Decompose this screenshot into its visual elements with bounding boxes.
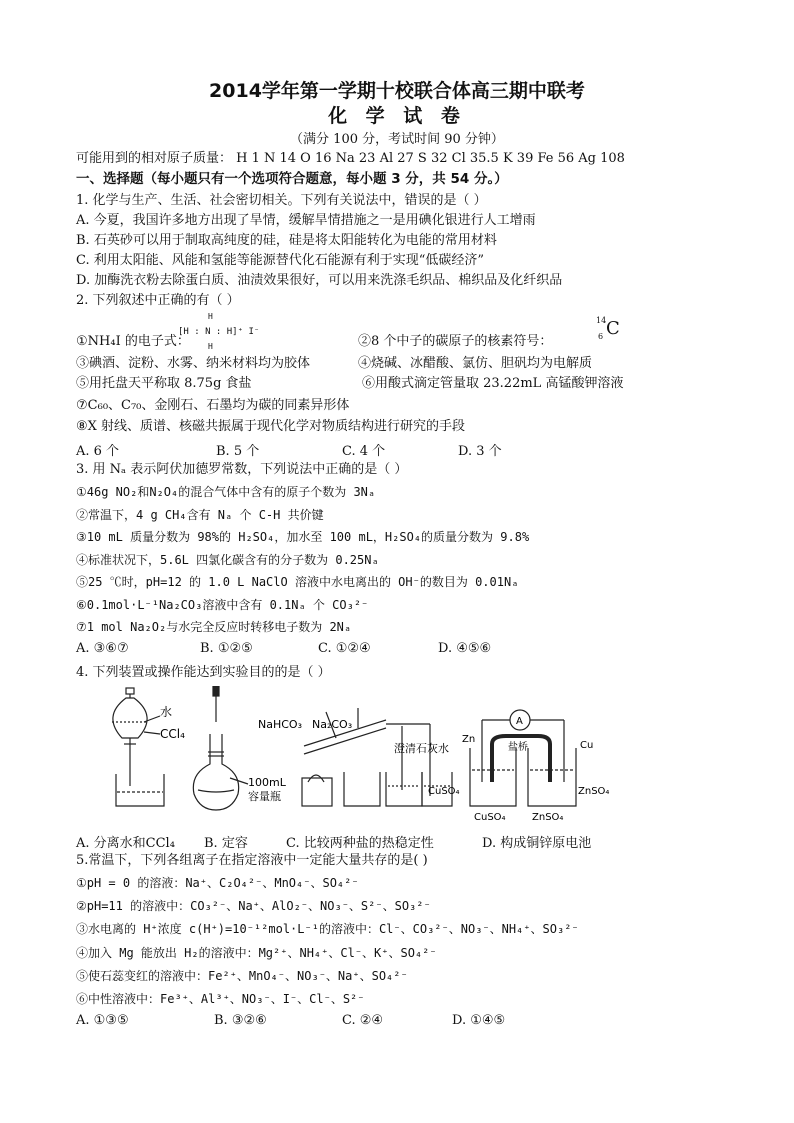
q3-statement-6: ⑥0.1mol·L⁻¹Na₂CO₃溶液中含有 0.1Nₐ 个 CO₃²⁻ xyxy=(76,598,369,612)
q2-option-b: B. 5 个 xyxy=(216,444,260,459)
label-nahco3: NaHCO₃ xyxy=(258,718,302,731)
q2-statement-4: ④烧碱、冰醋酸、氯仿、胆矾均为电解质 xyxy=(358,356,593,371)
q2-statement-8: ⑧X 射线、质谱、核磁共振属于现代化学对物质结构进行研究的手段 xyxy=(76,419,466,434)
q4-option-b: B. 定容 xyxy=(204,836,248,851)
q4-option-c: C. 比较两种盐的热稳定性 xyxy=(286,836,434,851)
q2-statement-1: ①NH₄I 的电子式： xyxy=(76,334,190,349)
label-limewater: 澄清石灰水 xyxy=(394,742,449,755)
q5-statement-4: ④加入 Mg 能放出 H₂的溶液中：Mg²⁺、NH₄⁺、Cl⁻、K⁺、SO₄²⁻ xyxy=(76,946,437,960)
q5-option-d: D. ①④⑤ xyxy=(452,1013,506,1028)
label-znso4-right: ZnSO₄ xyxy=(578,786,610,797)
q4-option-d: D. 构成铜锌原电池 xyxy=(482,836,592,851)
q1-stem: 1. 化学与生产、生活、社会密切相关。下列有关说法中，错误的是（ ） xyxy=(76,193,487,208)
q5-statement-1: ①pH = 0 的溶液：Na⁺、C₂O₄²⁻、MnO₄⁻、SO₄²⁻ xyxy=(76,876,359,890)
label-flask: 容量瓶 xyxy=(248,790,281,803)
nuclide-atomic-number: 6 xyxy=(598,332,604,341)
label-ccl4: CCl₄ xyxy=(160,727,185,741)
q5-option-b: B. ③②⑥ xyxy=(214,1013,267,1028)
electron-formula-h-bottom: H xyxy=(208,342,213,351)
label-cuso4-bottom: CuSO₄ xyxy=(474,812,506,823)
q2-statement-3: ③碘酒、淀粉、水雾、纳米材料均为胶体 xyxy=(76,356,311,371)
q2-statement-7: ⑦C₆₀、C₇₀、金刚石、石墨均为碳的同素异形体 xyxy=(76,398,350,413)
q3-option-d: D. ④⑤⑥ xyxy=(438,641,492,656)
label-ammeter: A xyxy=(516,716,523,727)
separatory-funnel xyxy=(112,688,164,806)
q2-option-a: A. 6 个 xyxy=(76,444,120,459)
q2-option-d: D. 3 个 xyxy=(458,444,502,459)
label-cu: Cu xyxy=(580,740,594,751)
q5-option-c: C. ②④ xyxy=(342,1013,384,1028)
electron-formula: [H : N : H]⁺ I⁻ xyxy=(178,327,260,337)
q4-option-a: A. 分离水和CCl₄ xyxy=(76,836,175,851)
label-zn: Zn xyxy=(462,734,476,745)
electron-formula-h-top: H xyxy=(208,312,213,321)
q5-statement-5: ⑤使石蕊变红的溶液中：Fe²⁺、MnO₄⁻、NO₃⁻、Na⁺、SO₄²⁻ xyxy=(76,969,408,983)
q3-statement-5: ⑤25 ℃时，pH=12 的 1.0 L NaClO 溶液中水电离出的 OH⁻的数目为 0.01Nₐ xyxy=(76,575,519,589)
q4-stem: 4. 下列装置或操作能达到实验目的的是（ ） xyxy=(76,665,331,680)
q3-statement-1: ①46g NO₂和N₂O₄的混合气体中含有的原子个数为 3Nₐ xyxy=(76,485,376,499)
q2-option-c: C. 4 个 xyxy=(342,444,386,459)
label-flask-volume: 100mL xyxy=(248,776,286,789)
q3-stem: 3. 用 Nₐ 表示阿伏加德罗常数，下列说法中正确的是（ ） xyxy=(76,462,408,477)
exam-subtitle: 化 学 试 卷 xyxy=(328,105,466,127)
q2-statement-5: ⑤用托盘天平称取 8.75g 食盐 xyxy=(76,376,252,391)
q3-option-b: B. ①②⑤ xyxy=(200,641,253,656)
q1-option-b: B. 石英砂可以用于制取高纯度的硅，硅是将太阳能转化为电能的常用材料 xyxy=(76,233,497,248)
q4-apparatus-figure xyxy=(90,686,650,826)
label-salt-bridge: 盐桥 xyxy=(508,742,528,753)
q3-statement-7: ⑦1 mol Na₂O₂与水完全反应时转移电子数为 2Nₐ xyxy=(76,620,352,634)
q2-stem: 2. 下列叙述中正确的有（ ） xyxy=(76,293,240,308)
volumetric-flask xyxy=(193,686,248,810)
nuclide-symbol: C xyxy=(606,318,620,339)
q5-statement-6: ⑥中性溶液中：Fe³⁺、Al³⁺、NO₃⁻、I⁻、Cl⁻、S²⁻ xyxy=(76,992,365,1006)
label-znso4-bottom: ZnSO₄ xyxy=(532,812,564,823)
q3-option-a: A. ③⑥⑦ xyxy=(76,641,129,656)
exam-note: （满分 100 分，考试时间 90 分钟） xyxy=(290,132,504,147)
nuclide-mass-number: 14 xyxy=(596,316,607,325)
q3-statement-3: ③10 mL 质量分数为 98%的 H₂SO₄，加水至 100 mL，H₂SO₄的质量分数为 9.8% xyxy=(76,530,530,544)
q1-option-c: C. 利用太阳能、风能和氢能等能源替代化石能源有利于实现“低碳经济” xyxy=(76,253,485,268)
label-cuso4-left: CuSO₄ xyxy=(428,786,460,797)
q2-statement-6: ⑥用酸式滴定管量取 23.22mL 高锰酸钾溶液 xyxy=(362,376,624,391)
galvanic-cell xyxy=(470,710,576,806)
q5-option-a: A. ①③⑤ xyxy=(76,1013,129,1028)
section-heading: 一、选择题（每小题只有一个选项符合题意，每小题 3 分，共 54 分。） xyxy=(76,171,508,187)
q2-statement-2: ②8 个中子的碳原子的核素符号： xyxy=(358,334,553,349)
q5-stem: 5.常温下，下列各组离子在指定溶液中一定能大量共存的是( ) xyxy=(76,853,428,868)
atomic-masses: 可能用到的相对原子质量： H 1 N 14 O 16 Na 23 Al 27 S 32 Cl 35.5 K 39 Fe 56 Ag 108 xyxy=(76,151,625,166)
exam-title: 2014学年第一学期十校联合体高三期中联考 xyxy=(209,80,585,102)
label-na2co3: Na₂CO₃ xyxy=(312,718,353,731)
q5-statement-3: ③水电离的 H⁺浓度 c(H⁺)=10⁻¹²mol·L⁻¹的溶液中：Cl⁻、CO₃²⁻、NO₃⁻、NH₄⁺、SO₃²⁻ xyxy=(76,922,579,936)
q1-option-d: D. 加酶洗衣粉去除蛋白质、油渍效果很好，可以用来洗涤毛织品、棉织品及化纤织品 xyxy=(76,273,563,288)
q3-option-c: C. ①②④ xyxy=(318,641,371,656)
q5-statement-2: ②pH=11 的溶液中：CO₃²⁻、Na⁺、AlO₂⁻、NO₃⁻、S²⁻、SO₃²⁻ xyxy=(76,899,431,913)
q3-statement-4: ④标准状况下，5.6L 四氯化碳含有的分子数为 0.25Nₐ xyxy=(76,553,379,567)
q3-statement-2: ②常温下，4 g CH₄含有 Nₐ 个 C-H 共价键 xyxy=(76,508,324,522)
q1-option-a: A. 今夏，我国许多地方出现了旱情，缓解旱情措施之一是用碘化银进行人工增雨 xyxy=(76,213,536,228)
label-water: 水 xyxy=(160,705,173,719)
